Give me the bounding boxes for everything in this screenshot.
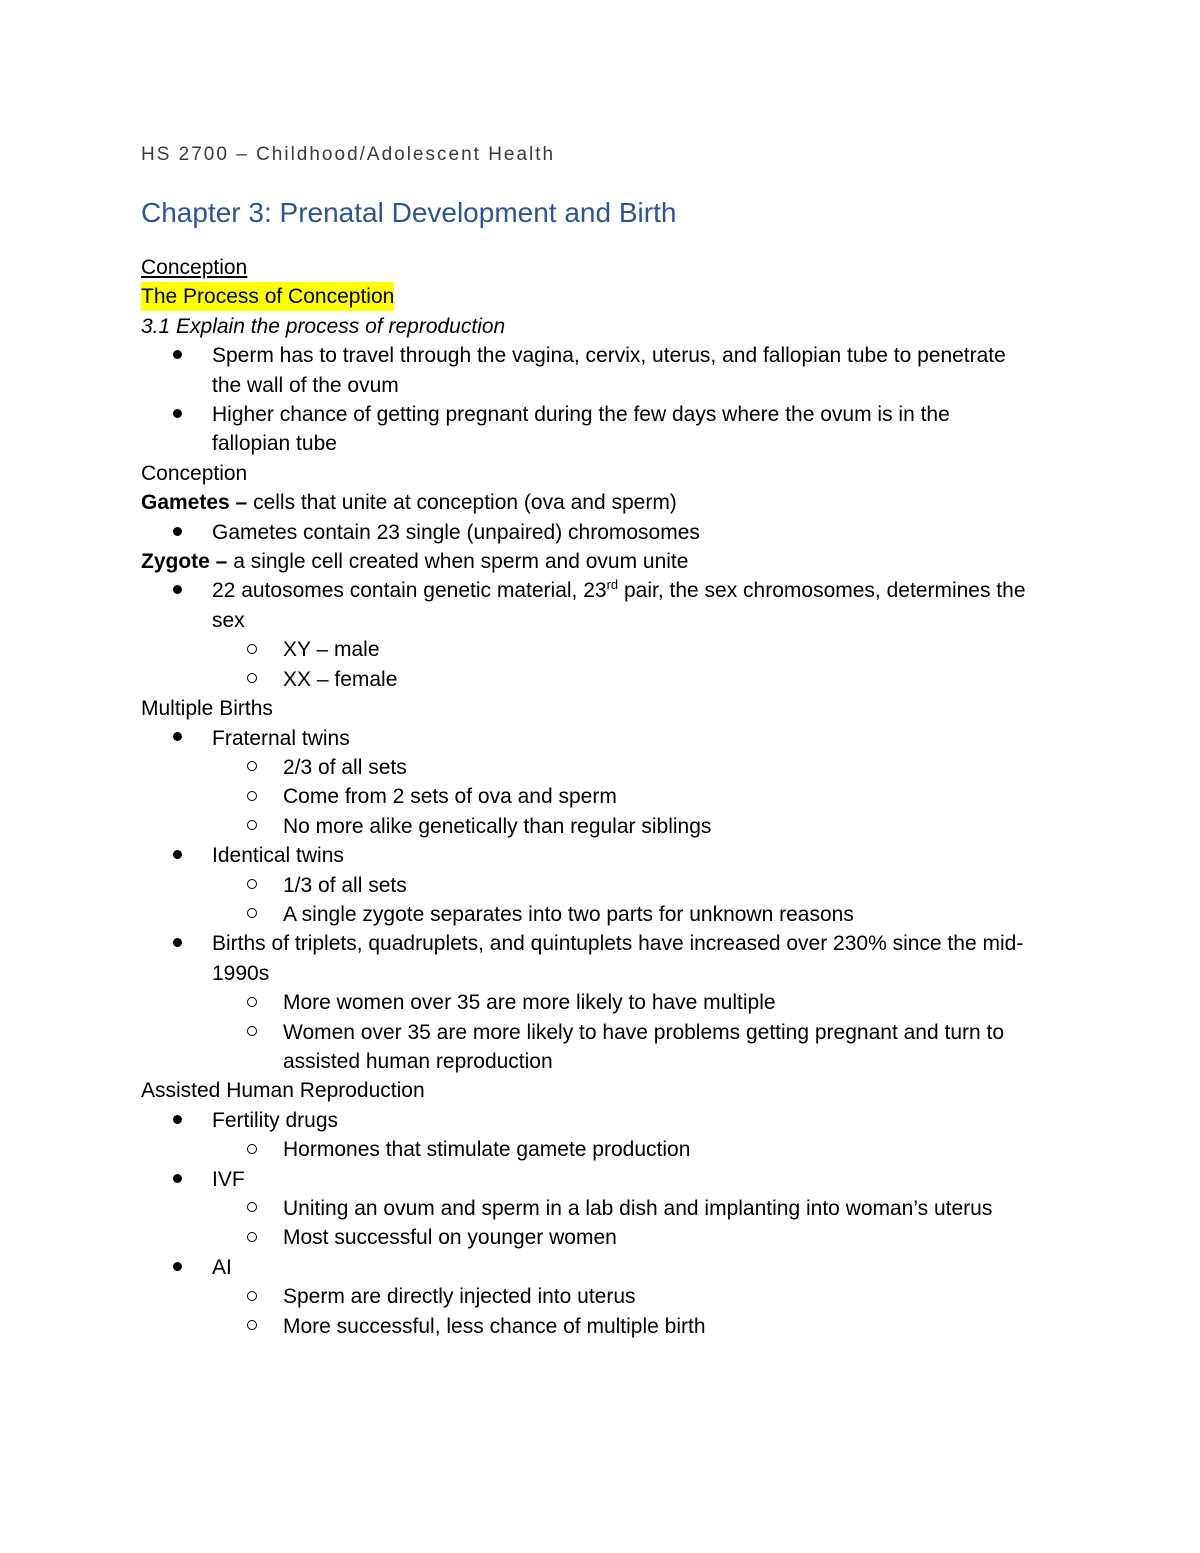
section-heading-multiple-births: Multiple Births [141, 697, 273, 721]
sub-list-item: Hormones that stimulate gamete production [141, 1135, 1061, 1164]
list-item: AI [141, 1253, 1061, 1282]
sub-list-item: A single zygote separates into two parts for unknown reasons [141, 900, 1061, 929]
bullet-icon [173, 400, 182, 429]
list-item: Sperm has to travel through the vagina, cervix, uterus, and fallopian tube to penetrate [141, 341, 1061, 370]
sub-list-item: XY – male [141, 635, 1061, 664]
section-heading-conception: Conception [141, 256, 248, 279]
circle-bullet-icon [247, 812, 257, 841]
bullet-icon [173, 724, 182, 753]
chapter-heading: Chapter 3: Prenatal Development and Birth [141, 197, 677, 228]
circle-bullet-icon [247, 635, 257, 664]
circle-bullet-icon [247, 753, 257, 782]
subheading-conception: Conception [141, 461, 248, 485]
circle-bullet-icon [247, 900, 257, 929]
circle-bullet-icon [247, 1018, 257, 1047]
bullet-icon [173, 1106, 182, 1135]
bullet-icon [173, 841, 182, 870]
circle-bullet-icon [247, 871, 257, 900]
highlighted-heading: The Process of Conception [141, 282, 394, 311]
list-item: 22 autosomes contain genetic material, 23rd pair, the sex chromosomes, determines the [141, 576, 1061, 605]
bullet-icon [173, 929, 182, 958]
sub-list-item: Come from 2 sets of ova and sperm [141, 782, 1061, 811]
sub-list-item: XX – female [141, 665, 1061, 694]
circle-bullet-icon [247, 1223, 257, 1252]
learning-objective: 3.1 Explain the process of reproduction [141, 314, 506, 338]
sub-list-item: Sperm are directly injected into uterus [141, 1282, 1061, 1311]
list-item-continued: fallopian tube [212, 432, 337, 456]
definition-zygote: Zygote – a single cell created when sperm and ovum unite [141, 550, 689, 574]
bullet-icon [173, 341, 182, 370]
list-item: Fraternal twins [141, 724, 1061, 753]
sub-list-item: No more alike genetically than regular siblings [141, 812, 1061, 841]
section-heading-assisted-reproduction: Assisted Human Reproduction [141, 1079, 425, 1103]
bullet-icon [173, 576, 182, 605]
list-item: Gametes contain 23 single (unpaired) chromosomes [141, 518, 1061, 547]
circle-bullet-icon [247, 1312, 257, 1341]
list-item: Fertility drugs [141, 1106, 1061, 1135]
sub-list-item: More women over 35 are more likely to have multiple [141, 988, 1061, 1017]
list-item: Births of triplets, quadruplets, and quintuplets have increased over 230% since the mid- [141, 929, 1061, 958]
notes [141, 253, 1061, 1341]
list-item-continued: the wall of the ovum [212, 373, 399, 397]
sub-list-item: Most successful on younger women [141, 1223, 1061, 1252]
circle-bullet-icon [247, 988, 257, 1017]
list-item-continued: sex [212, 608, 245, 632]
sub-list-item-continued: assisted human reproduction [283, 1049, 553, 1073]
document-body [141, 140, 1061, 1341]
sub-list-item: 2/3 of all sets [141, 753, 1061, 782]
circle-bullet-icon [247, 1194, 257, 1223]
circle-bullet-icon [247, 1135, 257, 1164]
list-item: Higher chance of getting pregnant during the few days where the ovum is in the [141, 400, 1061, 429]
list-item-continued: 1990s [212, 961, 270, 985]
course-title: HS 2700 – Childhood/Adolescent Health [141, 144, 556, 165]
circle-bullet-icon [247, 665, 257, 694]
sub-list-item: More successful, less chance of multiple birth [141, 1312, 1061, 1341]
bullet-icon [173, 1253, 182, 1282]
list-item: Identical twins [141, 841, 1061, 870]
bullet-icon [173, 1165, 182, 1194]
circle-bullet-icon [247, 782, 257, 811]
circle-bullet-icon [247, 1282, 257, 1311]
bullet-icon [173, 518, 182, 547]
list-item: IVF [141, 1165, 1061, 1194]
sub-list-item: Women over 35 are more likely to have problems getting pregnant and turn to [141, 1018, 1061, 1047]
sub-list-item: 1/3 of all sets [141, 871, 1061, 900]
sub-list-item: Uniting an ovum and sperm in a lab dish and implanting into woman’s uterus [141, 1194, 1061, 1223]
definition-gametes: Gametes – cells that unite at conception (ova and sperm) [141, 491, 677, 515]
